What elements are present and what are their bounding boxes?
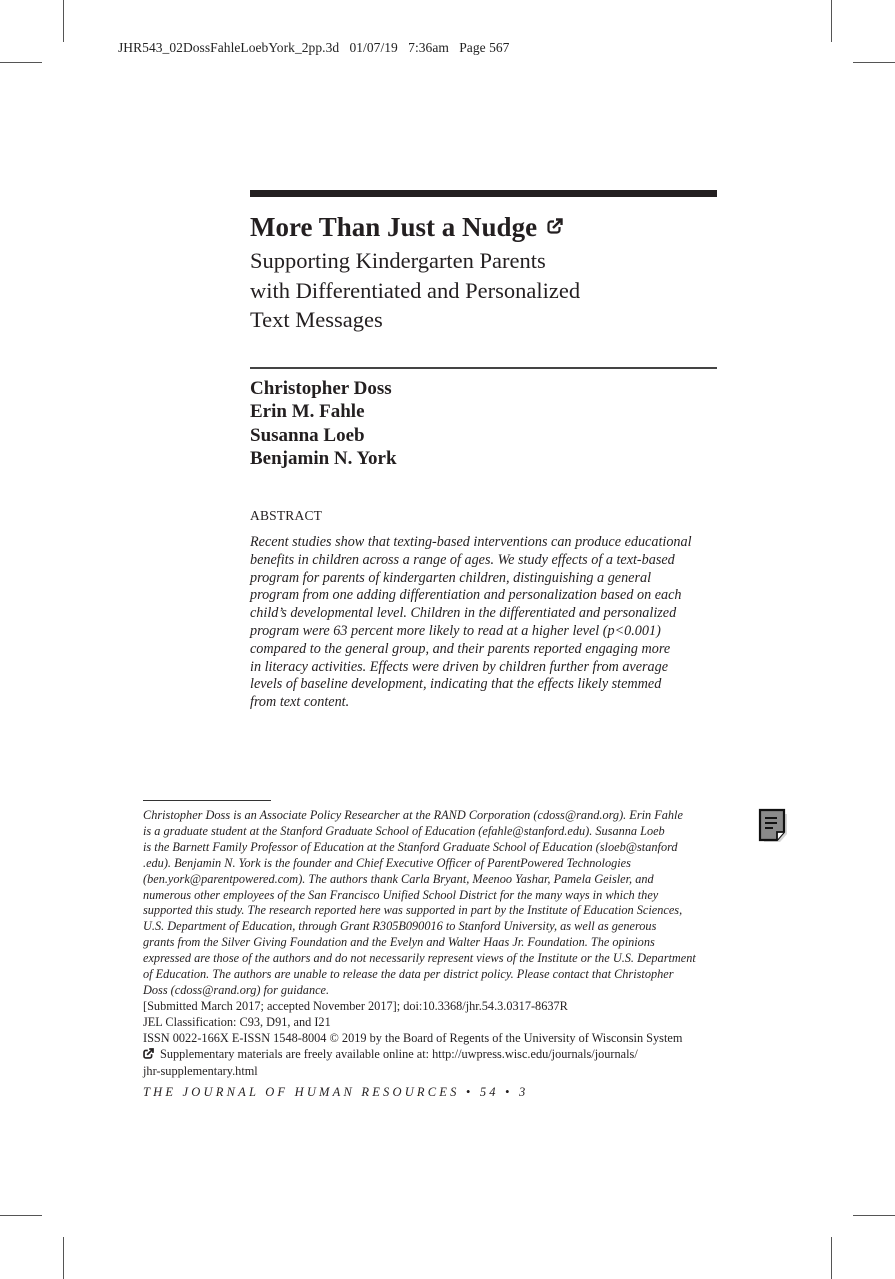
author-list xyxy=(250,377,397,470)
slug-file: JHR543_02DossFahleLoebYork_2pp.3d xyxy=(118,40,340,55)
abstract-line: child’s developmental level. Children in the differentiated and personalized xyxy=(250,605,677,622)
crop-mark xyxy=(0,62,42,63)
author-name: Benjamin N. York xyxy=(250,447,397,469)
crop-mark xyxy=(0,1215,42,1216)
crop-mark xyxy=(63,1237,64,1279)
author-name: Erin M. Fahle xyxy=(250,401,365,423)
footnote-bio-line: Christopher Doss is an Associate Policy Researcher at the RAND Corporation (cdoss@rand.org). Erin Fahle xyxy=(143,808,683,822)
abstract-line: benefits in children across a range of ages. We study effects of a text-based xyxy=(250,551,675,568)
footnote-bio-line: expressed are those of the authors and do not necessarily represent views of the Institute or the U.S. Department xyxy=(143,951,696,966)
submission-info: [Submitted March 2017; accepted November 2017]; doi:10.3368/jhr.54.3.0317-8637R xyxy=(143,998,568,1013)
crop-mark xyxy=(853,62,895,63)
footnote-bio-line: numerous other employees of the San Francisco Unified School District for the many ways in which they xyxy=(143,887,659,902)
crop-mark xyxy=(831,0,832,42)
abstract-line: program for parents of kindergarten children, distinguishing a general xyxy=(250,569,652,586)
footnote-rule xyxy=(143,800,271,801)
abstract-line: program from one adding differentiation and personalization based on each xyxy=(250,587,682,604)
footnote-bio-line: Doss (cdoss@rand.org) for guidance. xyxy=(143,982,330,997)
footnote-bio-line: is the Barnett Family Professor of Education at the Stanford Graduate School of Education (sloeb@stanford xyxy=(143,839,678,854)
external-link-icon[interactable] xyxy=(143,1048,154,1064)
footnote-bio-line: grants from the Silver Giving Foundation and the Evelyn and Walter Haas Jr. Foundation. The opinions xyxy=(143,935,655,950)
footnote-bio-line: supported this study. The research reported here was supported in part by the Institute of Education Sciences, xyxy=(143,903,683,918)
crop-mark xyxy=(831,1237,832,1279)
author-name: Susanna Loeb xyxy=(250,424,365,446)
slug-date: 01/07/19 xyxy=(349,40,398,55)
crop-mark xyxy=(63,0,64,42)
footnote-bio-line: .edu). Benjamin N. York is the founder and Chief Executive Officer of ParentPowered Technologies xyxy=(143,855,631,870)
footnote-bio-line: is a graduate student at the Stanford Graduate School of Education (efahle@stanford.edu). Susanna Loeb xyxy=(143,823,665,838)
abstract-line: levels of baseline development, indicating that the effects likely stemmed xyxy=(250,676,662,693)
footnote-bio-line: U.S. Department of Education, through Grant R305B090016 to Stanford University, as well as generous xyxy=(143,919,657,934)
abstract-heading: ABSTRACT xyxy=(250,508,323,523)
jel-classification: JEL Classification: C93, D91, and I21 xyxy=(143,1014,331,1029)
abstract-body xyxy=(250,534,720,712)
footnote-bio-line: of Education. The authors are unable to release the data per district policy. Please contact that Christopher xyxy=(143,967,674,982)
article-title xyxy=(250,210,563,247)
external-link-icon[interactable] xyxy=(547,208,563,242)
supplementary-text[interactable]: Supplementary materials are freely available online at: http://uwpress.wisc.edu/journals/journals/ xyxy=(160,1046,638,1061)
footnote xyxy=(143,808,723,1101)
subtitle-line: with Differentiated and Personalized xyxy=(250,277,581,303)
author-rule xyxy=(250,367,717,369)
abstract-line: from text content. xyxy=(250,694,350,711)
journal-line: THE JOURNAL OF HUMAN RESOURCES • 54 • 3 xyxy=(143,1085,529,1100)
article-subtitle xyxy=(250,246,717,335)
footnote-bio-line: (ben.york@parentpowered.com). The authors thank Carla Bryant, Meenoo Yashar, Pamela Geisler, and xyxy=(143,871,654,886)
crop-mark xyxy=(853,1215,895,1216)
subtitle-line: Text Messages xyxy=(250,307,383,332)
subtitle-line: Supporting Kindergarten Parents xyxy=(250,248,546,273)
note-icon[interactable] xyxy=(758,808,790,849)
slug-page: Page 567 xyxy=(459,40,510,55)
author-name: Christopher Doss xyxy=(250,378,392,399)
supplementary-link[interactable]: jhr-supplementary.html xyxy=(143,1063,258,1078)
abstract-line: in literacy activities. Effects were driven by children further from average xyxy=(250,658,669,675)
abstract-line: program were 63 percent more likely to read at a higher level (p<0.001) xyxy=(250,622,661,639)
article-title-text: More Than Just a Nudge xyxy=(250,212,538,242)
printer-slug xyxy=(118,40,510,56)
abstract-line: compared to the general group, and their parents reported engaging more xyxy=(250,640,671,657)
title-rule xyxy=(250,190,717,197)
abstract-line: Recent studies show that texting-based interventions can produce educational xyxy=(250,534,692,550)
slug-time: 7:36am xyxy=(408,40,449,55)
supplementary-info xyxy=(143,1047,723,1064)
issn-info: ISSN 0022-166X E-ISSN 1548-8004 © 2019 by the Board of Regents of the University of Wisconsin System xyxy=(143,1030,683,1045)
